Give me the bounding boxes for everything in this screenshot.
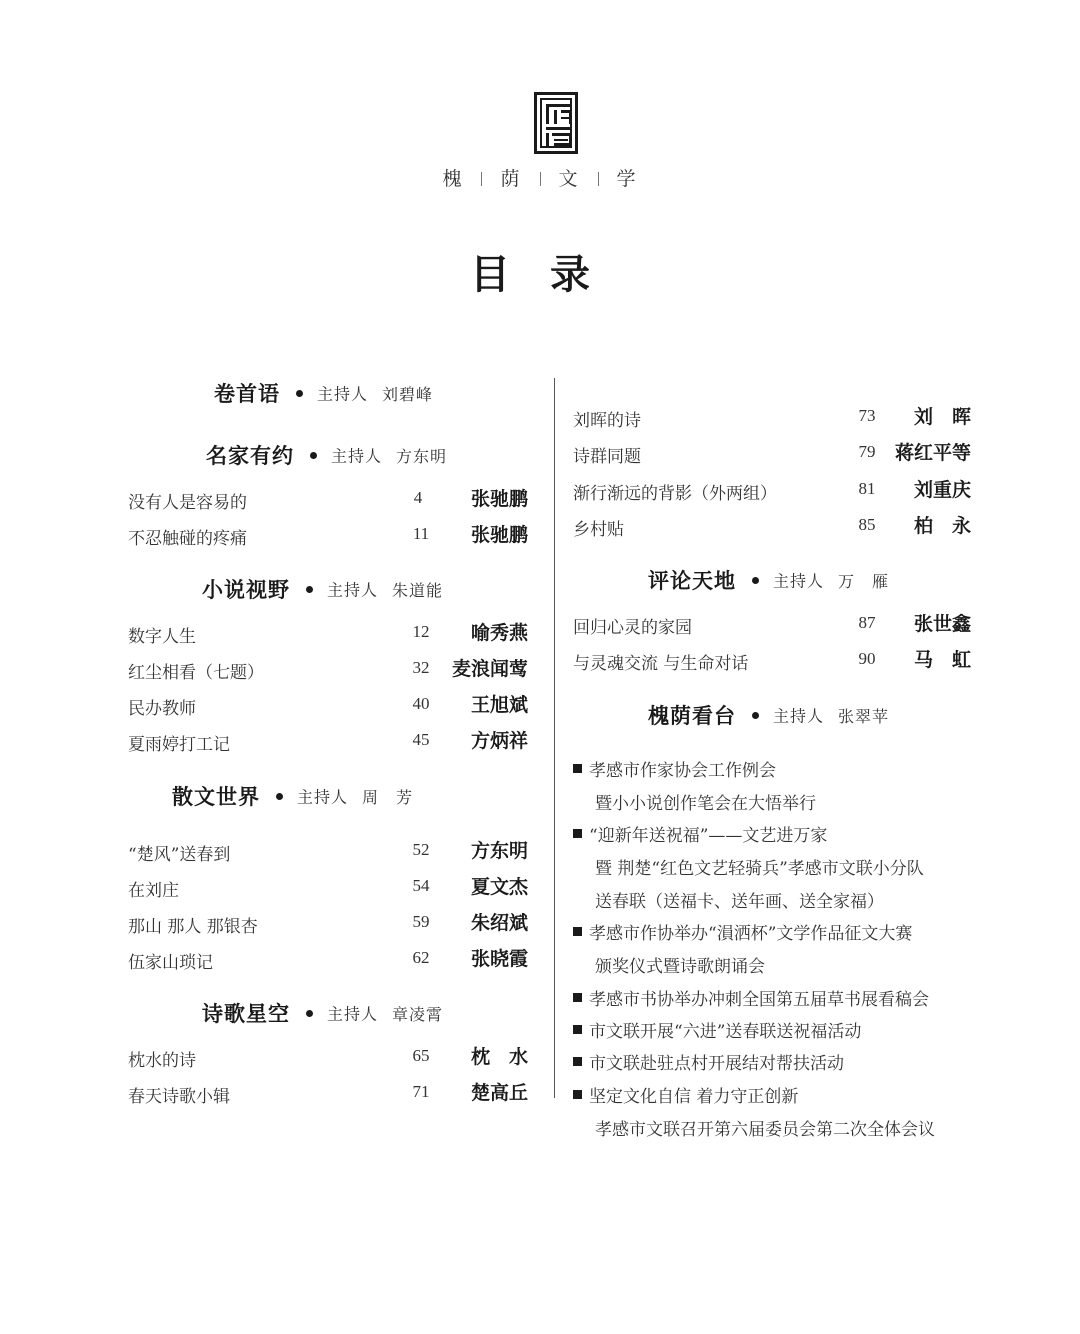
entry-title: 诗群同题 <box>573 447 641 467</box>
entry-title: 伍家山琐记 <box>128 953 213 973</box>
toc-entry[interactable] <box>128 872 528 900</box>
entry-author: 王旭斌 <box>470 694 528 716</box>
news-line: 孝感市书协举办冲刺全国第五届草书展看稿会 <box>589 990 929 1010</box>
host-label: 主持人 <box>331 446 383 466</box>
news-line: 孝感市作家协会工作例会 <box>589 761 776 781</box>
entry-title: 不忍触碰的疼痛 <box>128 529 247 549</box>
section-title: 名家有约 <box>206 443 294 468</box>
entry-title: 红尘相看（七题） <box>128 663 264 683</box>
entry-title: 数字人生 <box>128 627 196 647</box>
entry-title: 渐行渐远的背影（外两组） <box>573 484 777 504</box>
entry-title: 在刘庄 <box>128 881 179 901</box>
entry-page: 71 <box>412 1082 430 1101</box>
toc-entry[interactable] <box>128 944 528 972</box>
host-label: 主持人 <box>327 580 379 600</box>
page-title: 目录 <box>470 251 630 298</box>
toc-entry[interactable] <box>573 402 971 430</box>
host-label: 主持人 <box>317 384 369 404</box>
entry-title: “楚风”送春到 <box>128 845 231 865</box>
section-header <box>648 700 889 730</box>
section-header <box>214 378 433 408</box>
entry-author: 蒋红平等 <box>894 442 971 464</box>
section-header <box>202 998 443 1028</box>
entry-author: 楚高丘 <box>470 1082 528 1104</box>
entry-title: 刘晖的诗 <box>573 411 641 431</box>
entry-author: 麦浪闻莺 <box>451 658 528 680</box>
toc-entry[interactable] <box>573 438 971 466</box>
host-name: 朱道能 <box>392 580 444 600</box>
square-bullet-icon <box>573 764 582 773</box>
toc-entry[interactable] <box>128 654 528 682</box>
square-bullet-icon <box>573 993 582 1002</box>
toc-entry[interactable] <box>573 475 971 503</box>
toc-entry[interactable] <box>573 511 971 539</box>
brand-char: 文 <box>558 168 580 190</box>
section-header <box>206 440 447 470</box>
news-line: 暨 荆楚“红色文艺轻骑兵”孝感市文联小分队 <box>595 859 924 879</box>
host-label: 主持人 <box>327 1004 379 1024</box>
brand-char: 槐 <box>442 168 464 190</box>
news-line: 市文联赴驻点村开展结对帮扶活动 <box>589 1054 844 1074</box>
entry-title: 枕水的诗 <box>128 1051 196 1071</box>
entry-page: 87 <box>858 613 876 632</box>
section-title: 评论天地 <box>648 568 736 593</box>
toc-entry[interactable] <box>128 836 528 864</box>
toc-entry[interactable] <box>128 690 528 718</box>
entry-page: 11 <box>412 524 430 543</box>
entry-author: 刘重庆 <box>913 479 971 501</box>
entry-page: 73 <box>858 406 876 425</box>
host-name: 刘碧峰 <box>382 384 434 404</box>
section-header <box>648 565 889 595</box>
news-line: 暨小小说创作笔会在大悟举行 <box>595 794 816 814</box>
square-bullet-icon <box>573 1090 582 1099</box>
entry-author: 柏 永 <box>913 515 971 537</box>
brand-char: 荫 <box>500 168 522 190</box>
entry-page: 65 <box>412 1046 430 1065</box>
news-line: 坚定文化自信 着力守正创新 <box>589 1087 799 1107</box>
host-label: 主持人 <box>773 706 825 726</box>
square-bullet-icon <box>573 1057 582 1066</box>
brand-char: 学 <box>616 168 638 190</box>
section-header <box>202 574 443 604</box>
entry-page: 12 <box>412 622 430 641</box>
entry-author: 张晓霞 <box>470 948 528 970</box>
entry-page: 62 <box>412 948 430 967</box>
section-title: 散文世界 <box>172 784 260 809</box>
section-title: 槐荫看台 <box>648 703 736 728</box>
section-header <box>172 781 413 811</box>
news-line: 市文联开展“六进”送春联送祝福活动 <box>589 1022 862 1042</box>
news-line: 送春联（送福卡、送年画、送全家福） <box>595 892 884 912</box>
toc-entry[interactable] <box>128 1078 528 1106</box>
entry-title: 回归心灵的家园 <box>573 618 692 638</box>
entry-page: 40 <box>412 694 430 713</box>
entry-author: 喻秀燕 <box>470 622 528 644</box>
entry-page: 59 <box>412 912 430 931</box>
toc-entry[interactable] <box>573 645 971 673</box>
host-name: 章凌霄 <box>392 1004 444 1024</box>
entry-author: 方炳祥 <box>470 730 528 752</box>
entry-title: 夏雨婷打工记 <box>128 735 230 755</box>
entry-author: 张驰鹏 <box>470 524 528 546</box>
toc-entry[interactable] <box>128 908 528 936</box>
news-line: “迎新年送祝福”——文艺进万家 <box>589 826 828 846</box>
toc-entry[interactable] <box>128 520 528 548</box>
news-line: 颁奖仪式暨诗歌朗诵会 <box>595 957 765 977</box>
entry-page: 79 <box>858 442 876 461</box>
entry-page: 4 <box>413 488 423 507</box>
section-title: 诗歌星空 <box>202 1001 290 1026</box>
entry-title: 那山 那人 那银杏 <box>128 917 258 937</box>
entry-page: 85 <box>858 515 876 534</box>
entry-title: 与灵魂交流 与生命对话 <box>573 654 749 674</box>
entry-page: 32 <box>412 658 430 677</box>
toc-entry[interactable] <box>128 484 528 512</box>
toc-entry[interactable] <box>128 726 528 754</box>
entry-page: 54 <box>412 876 430 895</box>
brand-name <box>0 164 1080 191</box>
entry-author: 张世鑫 <box>913 613 971 635</box>
entry-title: 民办教师 <box>128 699 196 719</box>
entry-author: 朱绍斌 <box>470 912 528 934</box>
host-name: 方东明 <box>396 446 448 466</box>
entry-author: 马 虹 <box>913 649 971 671</box>
news-line: 孝感市作协举办“溳洒杯”文学作品征文大赛 <box>589 924 913 944</box>
entry-page: 52 <box>412 840 430 859</box>
toc-entry[interactable] <box>128 618 528 646</box>
seal-logo <box>534 92 578 154</box>
square-bullet-icon <box>573 829 582 838</box>
host-name: 周 芳 <box>362 787 414 807</box>
entry-title: 没有人是容易的 <box>128 493 247 513</box>
toc-entry[interactable] <box>128 1042 528 1070</box>
square-bullet-icon <box>573 1025 582 1034</box>
host-label: 主持人 <box>297 787 349 807</box>
host-name: 万 雁 <box>838 571 890 591</box>
entry-title: 春天诗歌小辑 <box>128 1087 230 1107</box>
entry-title: 乡村贴 <box>573 520 624 540</box>
news-line: 孝感市文联召开第六届委员会第二次全体会议 <box>595 1120 935 1140</box>
host-label: 主持人 <box>773 571 825 591</box>
entry-page: 81 <box>858 479 876 498</box>
entry-author: 张驰鹏 <box>470 488 528 510</box>
entry-author: 枕 水 <box>470 1046 528 1068</box>
square-bullet-icon <box>573 927 582 936</box>
toc-entry[interactable] <box>573 609 971 637</box>
column-divider <box>554 378 555 1098</box>
entry-author: 刘 晖 <box>913 406 971 428</box>
section-title: 小说视野 <box>202 577 290 602</box>
section-title: 卷首语 <box>214 381 280 406</box>
entry-author: 夏文杰 <box>470 876 528 898</box>
entry-page: 45 <box>412 730 430 749</box>
entry-page: 90 <box>858 649 876 668</box>
host-name: 张翠苹 <box>838 706 890 726</box>
entry-author: 方东明 <box>470 840 528 862</box>
